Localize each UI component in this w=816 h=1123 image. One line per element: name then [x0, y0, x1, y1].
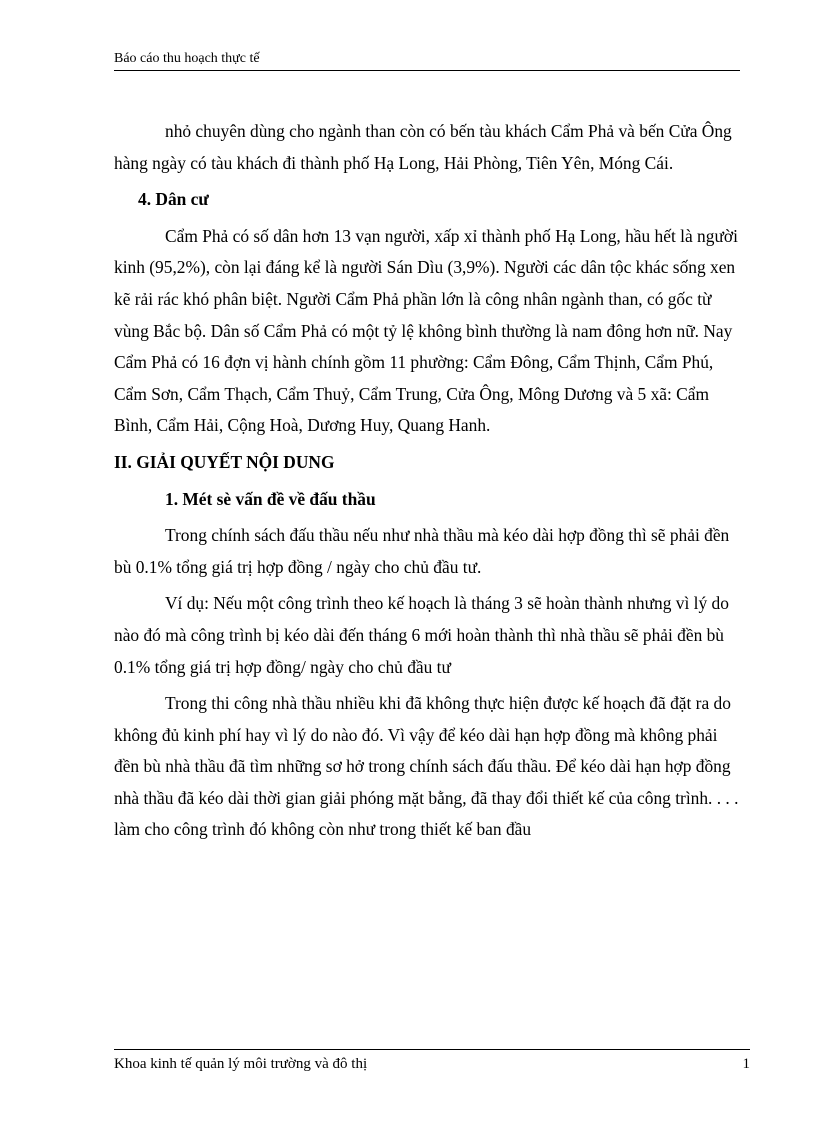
- paragraph-intro: nhỏ chuyên dùng cho ngành than còn có bến tàu khách Cẩm Phả và bến Cửa Ông hàng ngày có tàu khách đi thành phố Hạ Long, Hải Phòng, Tiên Yên, Móng Cái.: [114, 121, 732, 173]
- footer-department: Khoa kinh tế quản lý môi trường và đô thị: [114, 1056, 368, 1072]
- heading-met-se: 1. Mét sè vấn đề về đấu thầu: [165, 488, 376, 509]
- page-footer: [114, 1049, 750, 1076]
- paragraph-dan-cu: Cẩm Phả có số dân hơn 13 vạn người, xấp xỉ thành phố Hạ Long, hầu hết là người kinh (95,2%), còn lại đáng kể là người Sán Dìu (3,9%). Người các dân tộc khác sống xen kẽ rải rác khó phân biệt. Người Cẩm Phả phần lớn là công nhân ngành than, có gốc từ vùng Bắc bộ. Dân số Cẩm Phả có một tỷ lệ không bình thường là nam đông hơn nữ. Nay Cẩm Phả có 16 đợn vị hành chính gồm 11 phường: Cẩm Đông, Cẩm Thịnh, Cẩm Phú, Cẩm Sơn, Cẩm Thạch, Cẩm Thuỷ, Cẩm Trung, Cửa Ông, Mông Dương và 5 xã: Cẩm Bình, Cẩm Hải, Cộng Hoà, Dương Huy, Quang Hanh.: [114, 225, 738, 436]
- paragraph-1: Trong chính sách đấu thầu nếu như nhà thầu mà kéo dài hợp đồng thì sẽ phải đền bù 0.1% tổng giá trị hợp đồng / ngày cho chủ đầu tư.: [114, 525, 730, 577]
- paragraph-2: Ví dụ: Nếu một công trình theo kế hoạch là tháng 3 sẽ hoàn thành nhưng vì lý do nào đó mà công trình bị kéo dài đến tháng 6 mới hoàn thành thì nhà thầu sẽ phải đền bù 0.1% tổng giá trị hợp đồng/ ngày cho chủ đầu tư: [114, 593, 729, 677]
- page-number: 1: [742, 1056, 750, 1072]
- header-title: Báo cáo thu hoạch thực tế: [114, 51, 260, 66]
- paragraph-3: Trong thi công nhà thầu nhiều khi đã không thực hiện được kế hoạch đã đặt ra do không đủ kinh phí hay vì lý do nào đó. Vì vậy để kéo dài hạn hợp đồng mà không phải đền bù nhà thầu đã tìm những sơ hở trong chính sách đấu thầu. Để kéo dài hạn hợp đồng nhà thầu đã kéo dài thời gian giải phóng mặt bằng, đã thay đổi thiết kế của công trình. . . . làm cho công trình đó không còn như trong thiết kế ban đầu: [114, 693, 739, 840]
- heading-dan-cu: 4. Dân cư: [138, 189, 209, 210]
- heading-section-2: II. GIẢI QUYẾT NỘI DUNG: [114, 451, 335, 472]
- page-content: [114, 116, 740, 851]
- page-header: [114, 50, 740, 71]
